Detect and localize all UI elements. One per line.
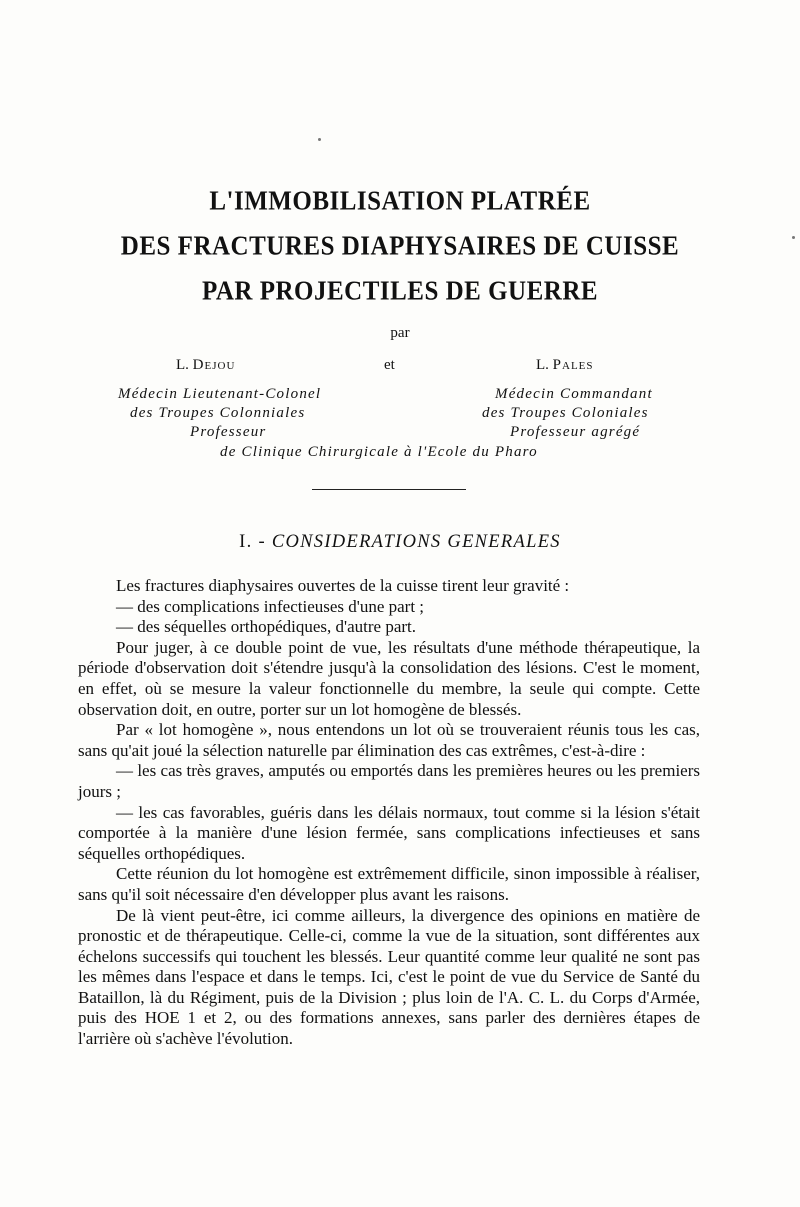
affiliation-shared: de Clinique Chirurgicale à l'Ecole du Pharo bbox=[220, 444, 538, 460]
paragraph: Cette réunion du lot homogène est extrêmement difficile, sinon impossible à réaliser, sans qu'il soit nécessaire d'en développer plus avant les raisons. bbox=[78, 864, 700, 904]
paragraph: Pour juger, à ce double point de vue, les résultats d'une méthode thérapeutique, la période d'observation doit s'étendre jusqu'à la consolidation des lésions. C'est le moment, en effet, où se mesure la valeur fonctionnelle du membre, la seule qui compte. Cette observation doit, en outre, porter sur un lot homogène de blessés. bbox=[78, 637, 700, 719]
paragraph: Par « lot homogène », nous entendons un lot où se trouveraient réunis tous les cas, sans qu'ait joué la sélection naturelle par élimination des cas extrêmes, c'est-à-dire : bbox=[78, 720, 700, 760]
affiliation-right-3: Professeur agrégé bbox=[510, 424, 641, 440]
author-2 bbox=[536, 357, 594, 374]
paragraph: — des complications infectieuses d'une part ; bbox=[116, 596, 425, 616]
section-title: CONSIDERATIONS GENERALES bbox=[271, 532, 561, 552]
byline-par: par bbox=[390, 325, 410, 341]
paragraph: — les cas favorables, guéris dans les délais normaux, tout comme si la lésion s'était comportée à la manière d'une lésion fermée, sans complications infectieuses et sans séquelles orthopédiques. bbox=[78, 802, 700, 863]
section-heading bbox=[0, 532, 800, 553]
affiliation-left-3: Professeur bbox=[190, 424, 267, 440]
paragraph: Les fractures diaphysaires ouvertes de la cuisse tirent leur gravité : bbox=[116, 576, 570, 595]
title-line-2: DES FRACTURES DIAPHYSAIRES DE CUISSE bbox=[120, 231, 680, 262]
affiliation-left-1: Médecin Lieutenant-Colonel bbox=[118, 386, 322, 402]
author-1 bbox=[176, 357, 235, 374]
author-2-name: Pales bbox=[552, 357, 594, 373]
paragraph: — des séquelles orthopédiques, d'autre part. bbox=[116, 617, 417, 637]
author-1-initial: L. bbox=[176, 357, 189, 373]
paragraph: De là vient peut-être, ici comme ailleurs, la divergence des opinions en matière de pronostic et de thérapeutique. Celle-ci, comme la vue de la situation, sont différentes aux échelons successifs qui touchent les blessés. Leur quantité comme leur qualité ne sont pas les mêmes dans l'espace et dans le temps. Ici, c'est le point de vue du Service de Santé du Bataillon, là du Régiment, puis de la Division ; plus loin de l'A. C. L. du Corps d'Armée, puis des HOE 1 et 2, ou des formations annexes, sans parler des dernières étapes de l'arrière où s'achève l'évolution. bbox=[78, 905, 700, 1049]
author-1-name: Dejou bbox=[192, 357, 236, 373]
section-number: I. - bbox=[239, 532, 266, 552]
paragraph: — les cas très graves, amputés ou emportés dans les premières heures ou les premiers jours ; bbox=[78, 761, 700, 801]
separator-rule bbox=[312, 489, 466, 490]
byline-et: et bbox=[384, 357, 395, 373]
speck bbox=[318, 138, 321, 141]
title-line-3: PAR PROJECTILES DE GUERRE bbox=[201, 276, 599, 307]
author-2-initial: L. bbox=[536, 357, 549, 373]
affiliation-left-2: des Troupes Colonniales bbox=[130, 405, 306, 421]
body-text bbox=[78, 576, 700, 1050]
affiliation-right-1: Médecin Commandant bbox=[495, 386, 653, 402]
title-line-1: L'IMMOBILISATION PLATRÉE bbox=[209, 186, 591, 217]
affiliation-right-2: des Troupes Coloniales bbox=[482, 405, 649, 421]
